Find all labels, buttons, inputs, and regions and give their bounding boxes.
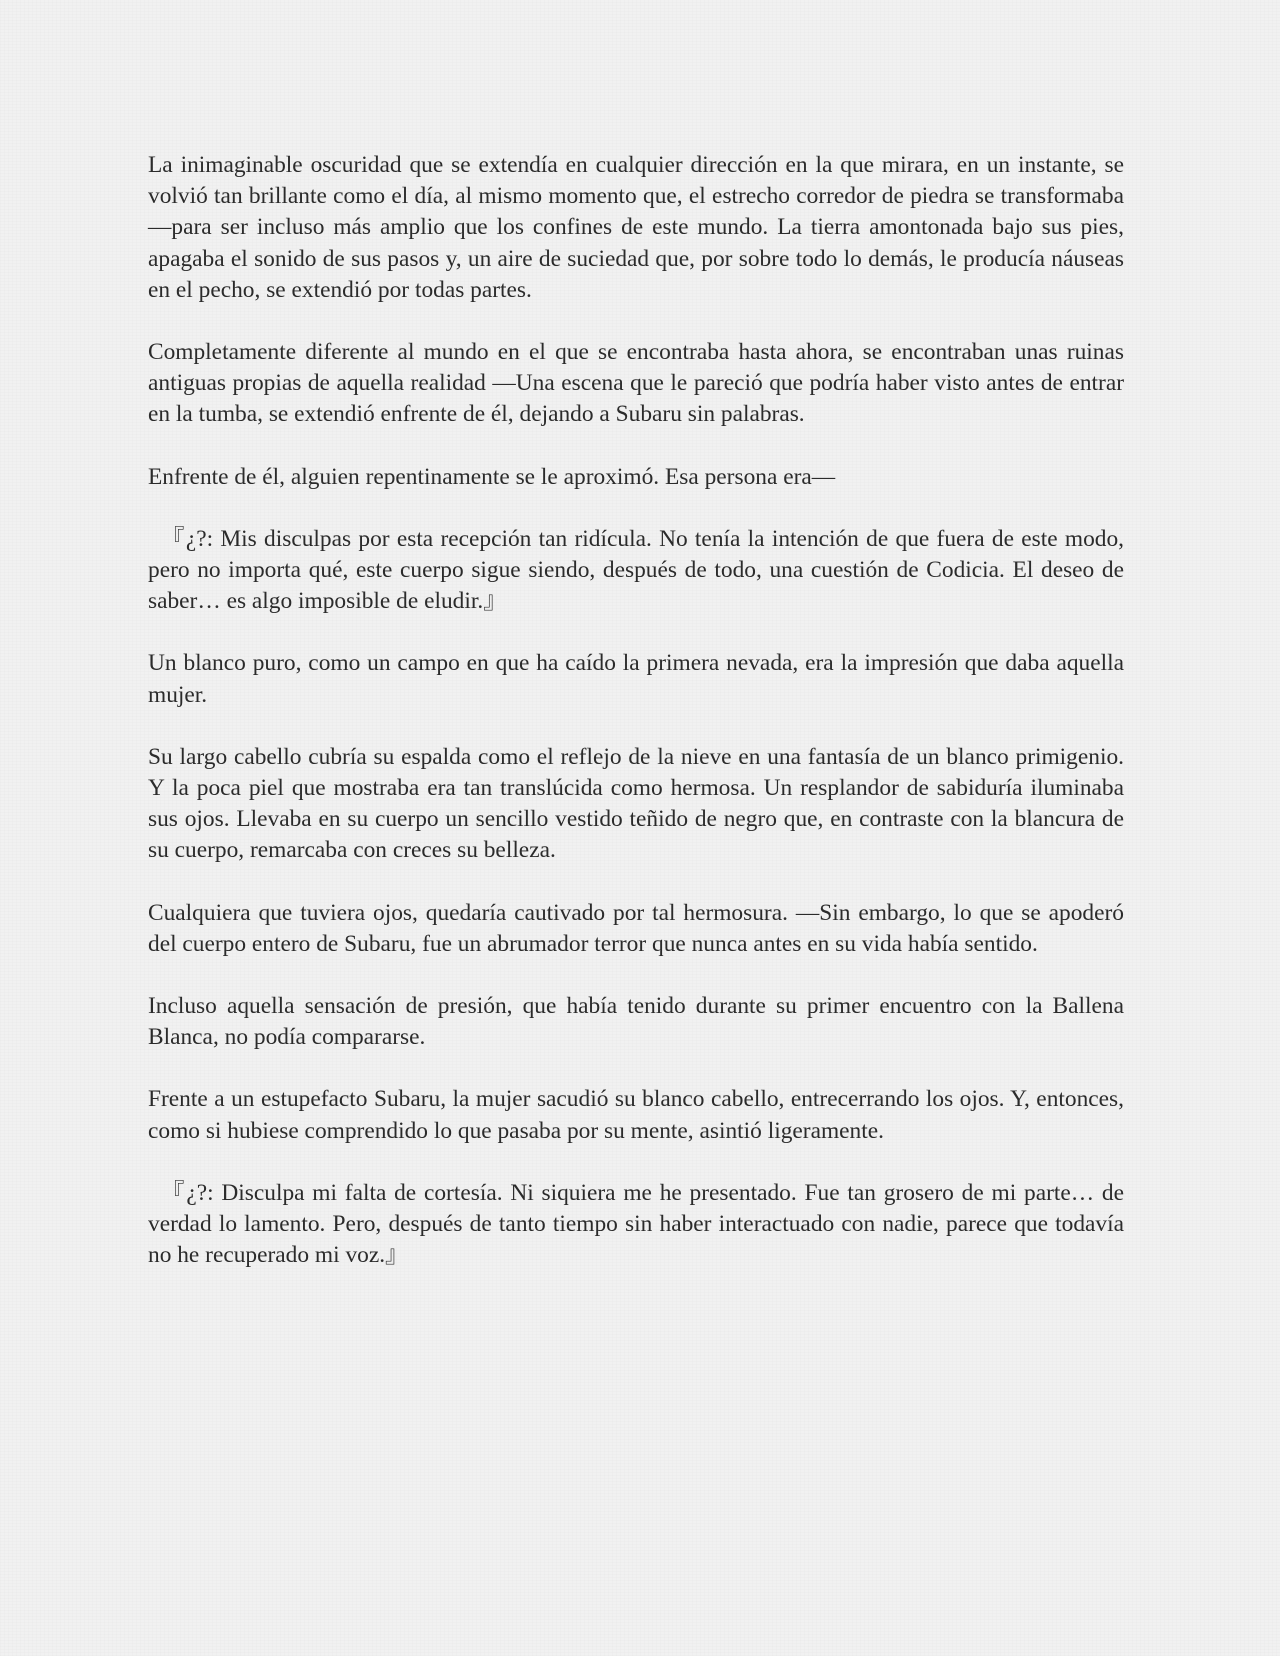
paragraph: La inimaginable oscuridad que se extendía en cualquier dirección en la que mirara, en un instante, se volvió tan brillante como el día, al mismo momento que, el estrecho corredor de piedra se transformaba —para ser incluso más amplio que los confines de este mundo. La tierra amontonada bajo sus pies, apagaba el sonido de sus pasos y, un aire de suciedad que, por sobre todo lo demás, le producía náuseas en el pecho, se extendió por todas partes. bbox=[148, 152, 1124, 303]
paragraph: Enfrente de él, alguien repentinamente se le aproximó. Esa persona era— bbox=[148, 463, 836, 490]
paragraph: Completamente diferente al mundo en el que se encontraba hasta ahora, se encontraban unas ruinas antiguas propias de aquella realidad —Una escena que le pareció que podría haber visto antes de entrar en la tumba, se extendió enfrente de él, dejando a Subaru sin palabras. bbox=[148, 339, 1124, 428]
paragraph: Frente a un estupefacto Subaru, la mujer sacudió su blanco cabello, entrecerrando los ojos. Y, entonces, como si hubiese comprendido lo que pasaba por su mente, asintió ligeramente. bbox=[148, 1086, 1124, 1144]
paragraph: Un blanco puro, como un campo en que ha caído la primera nevada, era la impresión que daba aquella mujer. bbox=[148, 650, 1124, 708]
paragraph: Incluso aquella sensación de presión, que había tenido durante su primer encuentro con la Ballena Blanca, no podía compararse. bbox=[148, 993, 1124, 1051]
dialogue-paragraph: 『¿?: Disculpa mi falta de cortesía. Ni siquiera me he presentado. Fue tan grosero de mi parte… de verdad lo lamento. Pero, después de tanto tiempo sin haber interactuado con nadie, parece que todavía no he recuperado mi voz.』 bbox=[148, 1179, 1124, 1269]
dialogue-paragraph: 『¿?: Mis disculpas por esta recepción tan ridícula. No tenía la intención de que fuera de este modo, pero no importa qué, este cuerpo sigue siendo, después de todo, una cuestión de Codicia. El deseo de saber… es algo imposible de eludir.』 bbox=[148, 525, 1124, 615]
text-body bbox=[148, 150, 1124, 1302]
paragraph: Cualquiera que tuviera ojos, quedaría cautivado por tal hermosura. —Sin embargo, lo que se apoderó del cuerpo entero de Subaru, fue un abrumador terror que nunca antes en su vida había sentido. bbox=[148, 899, 1124, 957]
paragraph: Su largo cabello cubría su espalda como el reflejo de la nieve en una fantasía de un blanco primigenio. Y la poca piel que mostraba era tan translúcida como hermosa. Un resplandor de sabiduría iluminaba sus ojos. Llevaba en su cuerpo un sencillo vestido teñido de negro que, en contraste con la blancura de su cuerpo, remarcaba con creces su belleza. bbox=[148, 743, 1124, 864]
